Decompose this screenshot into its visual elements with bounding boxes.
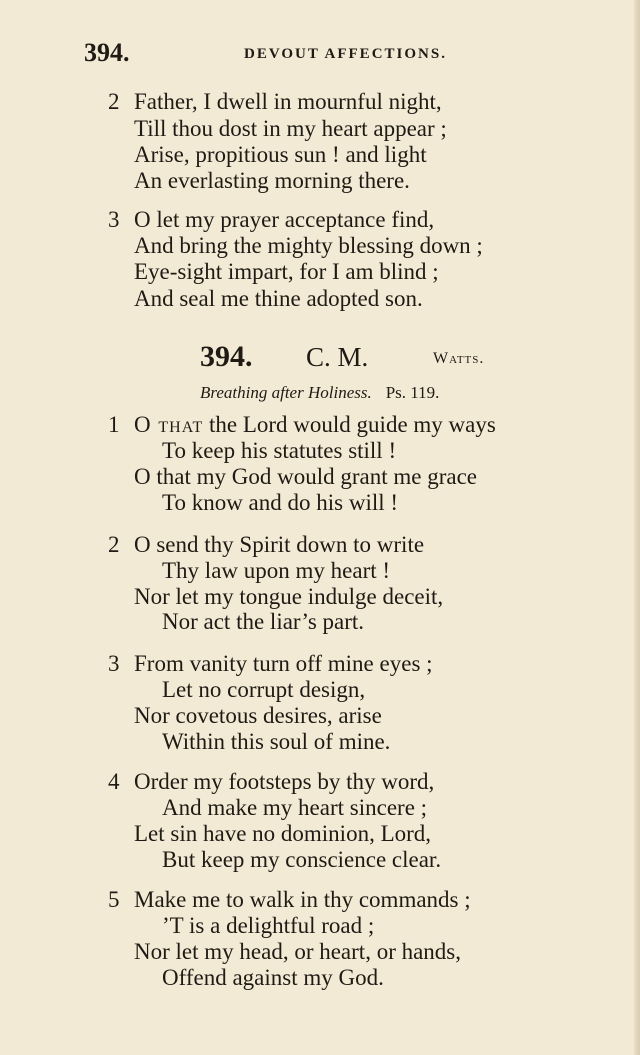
verse-line: Nor let my head, or heart, or hands, xyxy=(134,939,462,964)
verse-line: Nor let my tongue indulge deceit, xyxy=(134,584,444,609)
verse-line: And bring the mighty blessing down ; xyxy=(134,233,483,258)
verse-line: O send thy Spirit down to write xyxy=(134,532,425,557)
verse-line: Let sin have no dominion, Lord, xyxy=(134,821,432,846)
verse-line: O that my God would grant me grace xyxy=(134,464,477,489)
verse-line: Let no corrupt design, xyxy=(162,677,366,702)
verse-line: Eye-sight impart, for I am blind ; xyxy=(134,259,439,284)
verse-line: To know and do his will ! xyxy=(162,490,399,515)
verse-line: ’T is a delightful road ; xyxy=(162,913,375,938)
verse-line: Thy law upon my heart ! xyxy=(162,558,391,583)
verse-line: Order my footsteps by thy word, xyxy=(134,769,435,794)
verse-number: 3 xyxy=(108,651,120,676)
verse-line: And seal me thine adopted son. xyxy=(134,286,423,311)
verse-number: 5 xyxy=(108,887,120,912)
verse-line: To keep his statutes still ! xyxy=(162,438,397,463)
verse-first-word: O that xyxy=(134,412,204,437)
verse-line: But keep my conscience clear. xyxy=(162,847,442,872)
page-number: 394. xyxy=(84,38,130,67)
verse-line: From vanity turn off mine eyes ; xyxy=(134,651,433,676)
verse-number: 4 xyxy=(108,769,120,794)
verse-number: 3 xyxy=(108,207,120,232)
verse-number: 1 xyxy=(108,412,120,437)
verse-number: 2 xyxy=(108,532,120,557)
verse-line: An everlasting morning there. xyxy=(134,168,410,193)
hymn-number: 394. xyxy=(200,340,253,373)
page-edge xyxy=(634,0,640,1055)
verse-line: Father, I dwell in mournful night, xyxy=(134,89,442,114)
verse-line: Within this soul of mine. xyxy=(162,729,391,754)
verse-line: O let my prayer acceptance find, xyxy=(134,207,435,232)
hymn-heading xyxy=(200,340,530,376)
verse-line: Nor act the liar’s part. xyxy=(162,609,365,634)
verse-line: Offend against my God. xyxy=(162,965,384,990)
hymn-subtitle-row xyxy=(200,383,439,403)
hymn-meter: C. M. xyxy=(306,342,369,372)
verse-line: Till thou dost in my heart appear ; xyxy=(134,116,447,141)
hymn-author: Watts. xyxy=(433,350,485,367)
verse-line: And make my heart sincere ; xyxy=(162,795,428,820)
verse-line-rest: the Lord would guide my ways xyxy=(203,412,496,437)
verse-number: 2 xyxy=(108,89,120,114)
page-header xyxy=(84,38,554,72)
running-title: DEVOUT AFFECTIONS. xyxy=(244,46,447,62)
verse-line: Arise, propitious sun ! and light xyxy=(134,142,427,167)
verse-line xyxy=(134,412,496,438)
verse-line: Make me to walk in thy commands ; xyxy=(134,887,471,912)
hymn-subtitle: Breathing after Holiness. xyxy=(200,383,372,402)
scripture-reference: Ps. 119. xyxy=(385,383,440,402)
verse-line: Nor covetous desires, arise xyxy=(134,703,382,728)
